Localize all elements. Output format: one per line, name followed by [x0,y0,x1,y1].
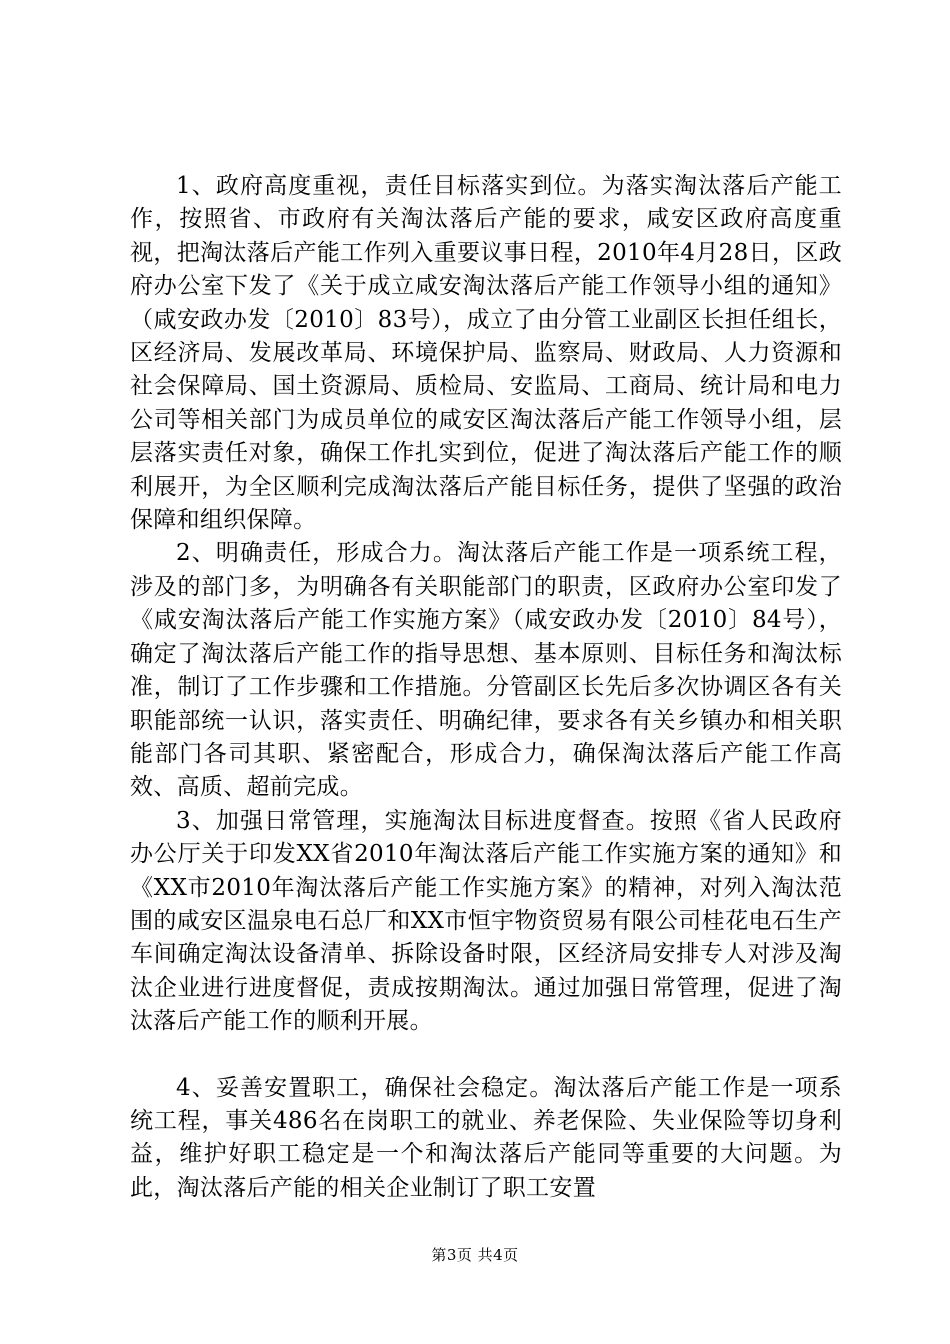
paragraph-4: 4、妥善安置职工，确保社会稳定。淘汰落后产能工作是一项系统工程，事关486名在岗职工的就业、养老保险、失业保险等切身利益，维护好职工稳定是一个和淘汰落后产能同等重要的大问题。为此，淘汰落后产能的相关企业制订了职工安置 [130,1074,842,1201]
document-body [130,170,842,1205]
page-footer: 第3页 共4页 [431,1246,519,1264]
paragraph-2: 2、明确责任，形成合力。淘汰落后产能工作是一项系统工程，涉及的部门多，为明确各有关职能部门的职责，区政府办公室印发了《咸安淘汰落后产能工作实施方案》（咸安政办发〔2010〕84号），确定了淘汰落后产能工作的指导思想、基本原则、目标任务和淘汰标准，制订了工作步骤和工作措施。分管副区长先后多次协调区各有关职能部统一认识，落实责任、明确纪律，要求各有关乡镇办和相关职能部门各司其职、紧密配合，形成合力，确保淘汰落后产能工作高效、高质、超前完成。 [130,540,842,801]
paragraph-1: 1、政府高度重视，责任目标落实到位。为落实淘汰落后产能工作，按照省、市政府有关淘汰落后产能的要求，咸安区政府高度重视，把淘汰落后产能工作列入重要议事日程，2010年4月28日，区政府办公室下发了《关于成立咸安淘汰落后产能工作领导小组的通知》（咸安政办发〔2010〕83号），成立了由分管工业副区长担任组长，区经济局、发展改革局、环境保护局、监察局、财政局、人力资源和社会保障局、国土资源局、质检局、安监局、工商局、统计局和电力公司等相关部门为成员单位的咸安区淘汰落后产能工作领导小组，层层落实责任对象，确保工作扎实到位，促进了淘汰落后产能工作的顺利展开，为全区顺利完成淘汰落后产能目标任务，提供了坚强的政治保障和组织保障。 [130,173,842,534]
paragraph-3: 3、加强日常管理，实施淘汰目标进度督查。按照《省人民政府办公厅关于印发XX省2010年淘汰落后产能工作实施方案的通知》和《XX市2010年淘汰落后产能工作实施方案》的精神，对列入淘汰范围的咸安区温泉电石总厂和XX市恒宇物资贸易有限公司桂花电石生产车间确定淘汰设备清单、拆除设备时限，区经济局安排专人对涉及淘汰企业进行进度督促，责成按期淘汰。通过加强日常管理，促进了淘汰落后产能工作的顺利开展。 [130,807,842,1035]
